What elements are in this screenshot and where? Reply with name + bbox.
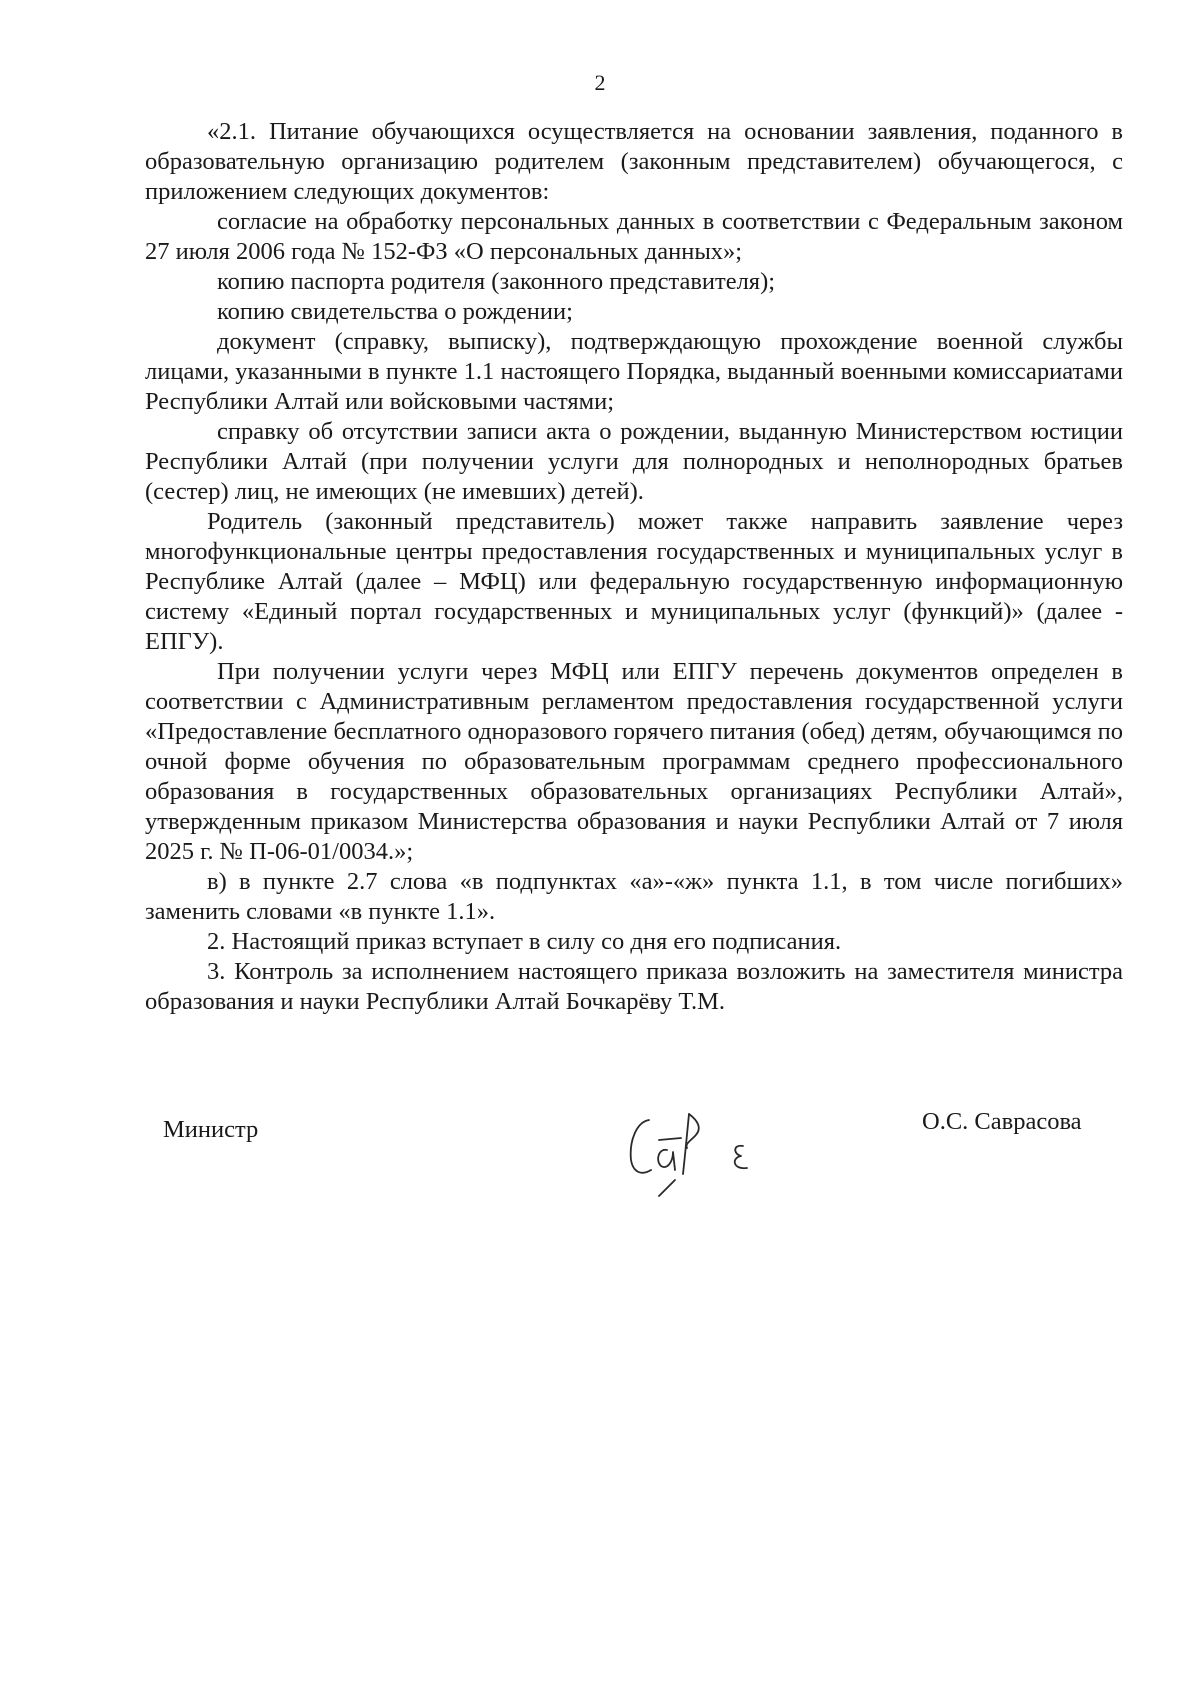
paragraph-effective-date: 2. Настоящий приказ вступает в силу со дня его подписания.: [207, 928, 842, 955]
document-body: [145, 117, 1123, 1017]
list-item-consent: согласие на обработку персональных данных в соответствии с Федеральным законом 27 июля 2006 года № 152-ФЗ «О персональных данных»;: [145, 208, 1123, 265]
list-item-birth-record: справку об отсутствии записи акта о рождении, выданную Министерством юстиции Республики Алтай (при получении услуги для полнородных и неполнородных братьев (сестер) лиц, не имеющих (не имевших) детей).: [145, 418, 1123, 505]
page-number: 2: [594, 70, 606, 95]
handwritten-signature-icon: [615, 1100, 795, 1200]
signatory-name: О.С. Саврасова: [922, 1108, 1082, 1135]
list-item-military-service: документ (справку, выписку), подтверждающую прохождение военной службы лицами, указанными в пункте 1.1 настоящего Порядка, выданный военными комиссариатами Республики Алтай или войсковыми частями;: [145, 328, 1123, 415]
paragraph-2-1-intro: «2.1. Питание обучающихся осуществляется на основании заявления, поданного в образовательную организацию родителем (законным представителем) обучающегося, с приложением следующих документов:: [145, 118, 1123, 205]
list-item-passport: копию паспорта родителя (законного представителя);: [217, 268, 776, 295]
paragraph-regulation: При получении услуги через МФЦ или ЕПГУ перечень документов определен в соответствии с Административным регламентом предоставления государственной услуги «Предоставление бесплатного одноразового горячего питания (обед) детям, обучающимся по очной форме обучения по образовательным программам среднего профессионального образования в государственных образовательных организациях Республики Алтай», утвержденным приказом Министерства образования и науки Республики Алтай от 7 июля 2025 г. № П-06-01/0034.»;: [145, 658, 1123, 865]
paragraph-2-7-amendment: в) в пункте 2.7 слова «в подпунктах «а»-«ж» пункта 1.1, в том числе погибших» заменить словами «в пункте 1.1».: [145, 868, 1123, 925]
list-item-birth-certificate: копию свидетельства о рождении;: [217, 298, 573, 325]
signatory-role: Министр: [163, 1116, 259, 1143]
paragraph-control: 3. Контроль за исполнением настоящего приказа возложить на заместителя министра образования и науки Республики Алтай Бочкарёву Т.М.: [145, 958, 1123, 1015]
paragraph-mfc-epgu: Родитель (законный представитель) может также направить заявление через многофункциональные центры предоставления государственных и муниципальных услуг в Республике Алтай (далее – МФЦ) или федеральную государственную информационную систему «Единый портал государственных и муниципальных услуг (функций)» (далее - ЕПГУ).: [145, 508, 1123, 655]
signature-block: [0, 1100, 1200, 1220]
